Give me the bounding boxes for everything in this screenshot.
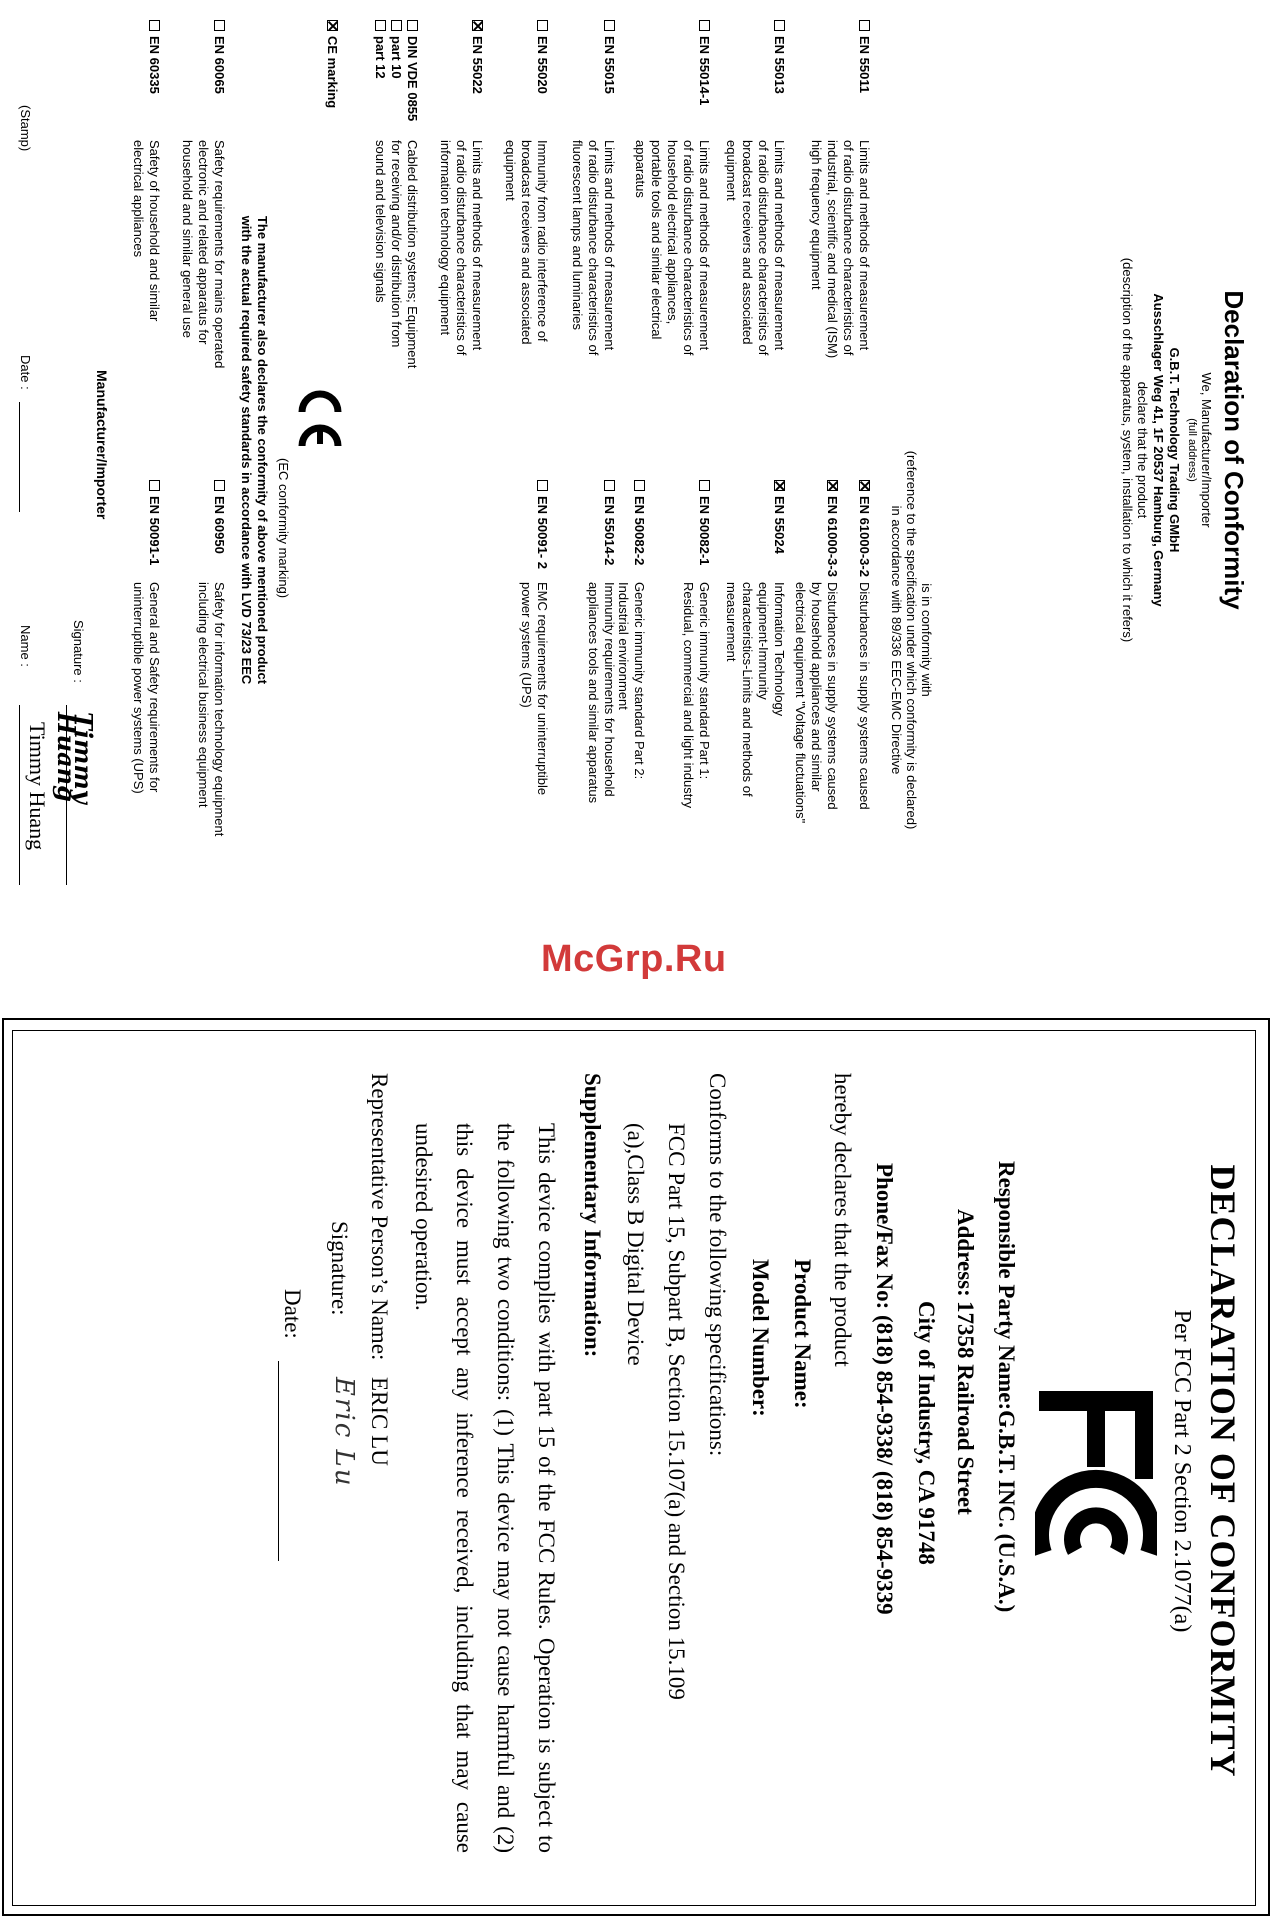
conforms-line: Conforms to the following specifications: bbox=[705, 1073, 730, 1457]
checkbox-icon bbox=[604, 20, 615, 31]
lvd-statement: The manufacturer also declares the conformity of above mentioned product bbox=[255, 215, 270, 685]
fcc-signature-label: Signature: bbox=[327, 1221, 352, 1316]
name-value: Timmy Huang bbox=[25, 722, 50, 851]
standard-desc: Limits and methods of measurement of radio disturbance characteristics of industrial, scientific and medical (ISM) high frequency equipment bbox=[809, 140, 872, 359]
standard-code: EN 60335 bbox=[146, 20, 162, 94]
ce-marking-code: CE marking bbox=[324, 20, 340, 108]
eu-title: Declaration of Conformity bbox=[1219, 290, 1249, 610]
standard-desc: Safety for information technology equipment including electrical business equipment bbox=[196, 582, 227, 837]
checkbox-icon bbox=[859, 20, 870, 31]
checkbox-icon bbox=[699, 20, 710, 31]
checked-box-icon bbox=[472, 20, 483, 31]
checked-box-icon bbox=[859, 480, 870, 491]
responsible-party: Responsible Party Name:G.B.T. INC. (U.S.A.) bbox=[994, 1161, 1019, 1613]
signature-label: Signature : bbox=[71, 620, 86, 683]
standard-desc: Limits and methods of measurement of radio disturbance characteristics of household electrical appliances, portable tools and similar electrical apparatus bbox=[633, 140, 712, 356]
eu-header-line: Ausschlager Weg 41, 1F 20537 Hamburg, Germany bbox=[1151, 293, 1166, 607]
standard-code: EN 55024 bbox=[771, 480, 787, 554]
standard-desc: General and Safety requirements for uninterruptible power systems (UPS) bbox=[131, 582, 162, 794]
address-line1: 17358 Railroad Street bbox=[953, 1301, 978, 1515]
address-line2: City of Industry, CA 91748 bbox=[914, 1301, 939, 1565]
ce-caption: (EC conformity marking) bbox=[276, 458, 291, 599]
phone-fax: Phone/Fax No: (818) 854-9338/ (818) 854-9339 bbox=[872, 1163, 897, 1615]
checked-box-icon bbox=[327, 20, 338, 31]
standard-desc: Disturbances in supply systems caused by household appliances and similar electrical equipment "Voltage fluctuations" bbox=[793, 582, 840, 824]
standard-code: EN 55014-2 bbox=[601, 480, 617, 565]
eu-header-line: (full address) bbox=[1186, 418, 1198, 482]
standard-desc: Cabled distribution systems; Equipment for receiving and/or distribution from sound and television signals bbox=[373, 140, 420, 369]
standard-code: EN 55020 bbox=[534, 20, 550, 94]
hereby-declares: hereby declares that the product bbox=[830, 1073, 855, 1367]
stamp-label: (Stamp) bbox=[18, 105, 33, 152]
standard-code: EN 55014-1 bbox=[696, 20, 712, 105]
standard-desc: Immunity requirements for household appliances tools and similar apparatus bbox=[586, 582, 617, 804]
standard-code: EN 50082-2 bbox=[631, 480, 647, 565]
checkbox-icon bbox=[214, 480, 225, 491]
eu-header-line: We, Manufacturer/Importer bbox=[1199, 372, 1214, 528]
fcc-title: DECLARATION OF CONFORMITY bbox=[1203, 1164, 1243, 1778]
fcc-subtitle: Per FCC Part 2 Section 2.1077(a) bbox=[1169, 1309, 1195, 1633]
eu-conformity-line: is in conformity with bbox=[919, 583, 934, 697]
watermark: McGrp.Ru bbox=[541, 938, 727, 980]
product-name-label: Product Name: bbox=[790, 1259, 815, 1409]
representative-label: Representative Person’s Name: bbox=[367, 1073, 392, 1361]
checkbox-icon bbox=[375, 20, 386, 31]
date-label: Date : bbox=[18, 355, 33, 390]
lvd-statement: with the actual required safety standards in accordance with LVD 73/23 EEC bbox=[239, 215, 254, 685]
fcc-date-label: Date: bbox=[280, 1289, 305, 1339]
eu-header-line: (description of the apparatus, system, installation to which it refers) bbox=[1120, 257, 1135, 643]
checkbox-icon bbox=[214, 20, 225, 31]
standard-desc: Safety requirements for mains operated electronic and related apparatus for household and similar general use bbox=[180, 140, 227, 369]
standard-desc: Generic immunity standard Part 1: Residual, commercial and light industry bbox=[681, 582, 712, 809]
standard-code: EN 61000-3-2 bbox=[856, 480, 872, 577]
standard-desc: Limits and methods of measurement of radio disturbance characteristics of fluorescent lamps and luminaries bbox=[570, 140, 617, 356]
checkbox-icon bbox=[537, 20, 548, 31]
standard-code: EN 55011 bbox=[856, 20, 872, 93]
fcc-date-line bbox=[278, 1361, 279, 1561]
eu-header-line: G.B.T. Technology Trading GMbH bbox=[1167, 347, 1182, 553]
compliance-text: This device complies with part 15 of the FCC Rules. Operation is subject to the following two conditions: (1) This device may not cause harmful and (2) this device must accept any inference received, including that may cause undesired operation. bbox=[411, 1123, 559, 1853]
standard-code: EN 55015 bbox=[601, 20, 617, 94]
checkbox-icon bbox=[699, 480, 710, 491]
checkbox-icon bbox=[149, 480, 160, 491]
eu-conformity-line: in accordance with 89/336 EEC-EMC Directive bbox=[889, 505, 904, 775]
eu-header-line: declare that the product bbox=[1135, 381, 1150, 519]
din-standard-codes: DIN VDE 0855 part 10 part 12 bbox=[372, 20, 420, 121]
representative-name: ERIC LU bbox=[367, 1377, 392, 1466]
standard-desc: Disturbances in supply systems caused bbox=[857, 582, 872, 810]
fcc-declaration bbox=[12, 1030, 1256, 1906]
fcc-spec: FCC Part 15, Subpart B, Section 15.107(a) and Section 15.109 bbox=[664, 1123, 689, 1700]
checkbox-icon bbox=[774, 20, 785, 31]
fcc-declaration-page bbox=[13, 1031, 1256, 1906]
standard-code: EN 50082-1 bbox=[696, 480, 712, 565]
date-line bbox=[19, 402, 20, 512]
signature-image: Timmy Huang bbox=[52, 712, 98, 804]
checkbox-icon bbox=[149, 20, 160, 31]
standard-code: EN 61000-3-3 bbox=[824, 480, 840, 577]
standard-code: EN 50091- 2 bbox=[534, 480, 550, 569]
standard-code: EN 60950 bbox=[211, 480, 227, 554]
standard-code: EN 60065 bbox=[211, 20, 227, 94]
standard-desc: Limits and methods of measurement of radio disturbance characteristics of information technology equipment bbox=[438, 140, 485, 356]
fcc-signature-image: Eric Lu bbox=[329, 1377, 359, 1488]
standard-desc: Generic immunity standard Part 2: Industrial environment bbox=[616, 582, 647, 780]
manufacturer-label: Manufacturer/Importer bbox=[94, 370, 110, 520]
checkbox-icon bbox=[407, 20, 418, 31]
model-number-label: Model Number: bbox=[748, 1259, 773, 1417]
name-label: Name : bbox=[18, 625, 33, 667]
standard-desc: Information Technology equipment-Immunity characteristics-Limits and methods of measurement bbox=[724, 582, 787, 797]
checked-box-icon bbox=[774, 480, 785, 491]
checkbox-icon bbox=[604, 480, 615, 491]
checked-box-icon bbox=[827, 480, 838, 491]
standard-desc: Limits and methods of measurement of radio disturbance characteristics of broadcast receivers and associated equipment bbox=[724, 140, 787, 356]
checkbox-icon bbox=[537, 480, 548, 491]
fcc-logo-icon bbox=[1035, 1383, 1157, 1603]
standard-code: EN 50091-1 bbox=[146, 480, 162, 565]
standard-code: EN 55013 bbox=[771, 20, 787, 94]
standard-desc: Immunity from radio interference of broadcast receivers and associated equipment bbox=[503, 140, 550, 345]
standard-desc: EMC requirements for uninterruptible power systems (UPS) bbox=[519, 582, 550, 796]
eu-conformity-line: (reference to the specification under which conformity is declared) bbox=[904, 450, 919, 830]
address-label: Address: bbox=[953, 1209, 978, 1297]
supplementary-heading: Supplementary Information: bbox=[580, 1073, 605, 1358]
ce-logo-icon bbox=[296, 382, 344, 452]
eu-declaration-page bbox=[0, 0, 1272, 900]
standard-code: EN 55022 bbox=[469, 20, 485, 94]
name-line bbox=[19, 705, 20, 885]
fcc-spec-class: (a),Class B Digital Device bbox=[623, 1123, 648, 1366]
checkbox-icon bbox=[391, 20, 402, 31]
checkbox-icon bbox=[634, 480, 645, 491]
standard-desc: Safety of household and similar electrical appliances bbox=[131, 140, 162, 322]
